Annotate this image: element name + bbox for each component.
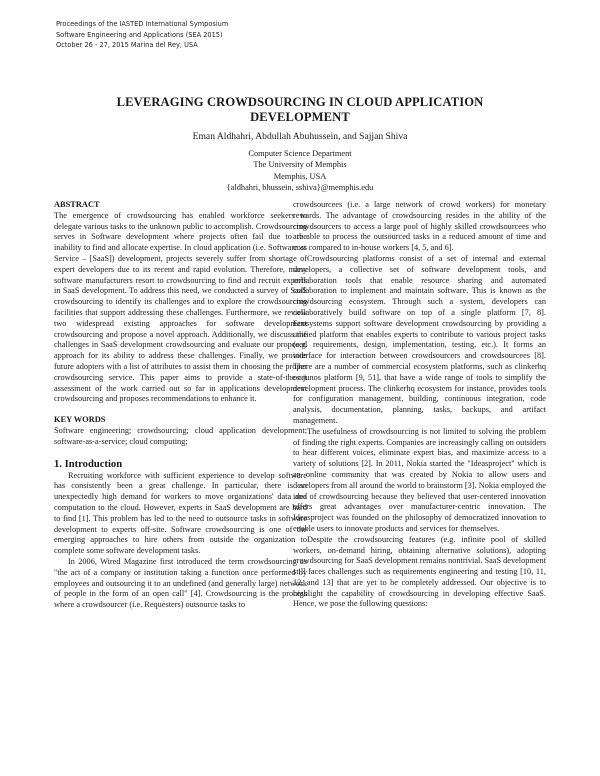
keywords-text: Software engineering; crowdsourcing; cloud application development; software-as-a-service; cloud computing; bbox=[54, 425, 307, 446]
author-affiliation bbox=[60, 148, 540, 193]
intro-paragraph-2: In 2006, Wired Magazine first introduced the term crowdsourcing as "the act of a company or institution taking a function once performed by employees and outsourcing it to an undefined (and generally large) network of people in the form of an open call" [4]. Crowdsourcing is the process where a crowdsourcer (i.e. Requesters) outsource tasks to bbox=[54, 556, 307, 610]
proceedings-line-2: Software Engineering and Applications (SEA 2015) bbox=[56, 30, 223, 39]
right-paragraph-2: Crowdsourcing platforms consist of a set of internal and external developers, a collective set of software development tools, and collaboration tools that enable resource sharing and automated collaboration to implement and maintain software. This is known as the crowdsourcing ecosystem. Through such a system, developers can collaboratively build software on top of a single platform [7, 8]. Ecosystems support software development crowdsourcing by providing a unified platform that enables experts to contribute to various project tasks (e.g. requirements, design, implementation, testing, etc.). It forms an interface for interaction between crowdsourcers and crowdsourcees [8]. There are a number of commercial ecosystem platforms, such as clinkerhq or junos platform [9, 51], that have a wide range of tools to simplify the development process. The clinkerhq ecosystem for instance, provides tools for configuration management, building, continuous integration, code analysis, documentation, planning, tasks, backups, and artifact management. bbox=[293, 253, 546, 425]
proceedings-line-1: Proceedings of the IASTED International Symposium bbox=[56, 20, 229, 28]
abstract-heading: ABSTRACT bbox=[54, 200, 100, 209]
paper-title bbox=[60, 95, 540, 124]
proceedings-header bbox=[56, 19, 356, 51]
affiliation-dept: Computer Science Department bbox=[248, 149, 352, 158]
proceedings-line-3: October 26 - 27, 2015 Marina del Rey, USA bbox=[56, 41, 198, 50]
paper-title-line-1: LEVERAGING CROWDSOURCING IN CLOUD APPLICATION bbox=[116, 95, 484, 109]
paper-authors: Eman Aldhahri, Abdullah Abuhussein, and Sajjan Shiva bbox=[192, 131, 408, 142]
affiliation-city: Memphis, USA bbox=[273, 171, 327, 181]
affiliation-univ: The University of Memphis bbox=[253, 160, 347, 170]
affiliation-email: {aldhahri, bhussein, sshiva}@memphis.edu bbox=[226, 182, 374, 192]
introduction-heading: 1. Introduction bbox=[54, 458, 123, 470]
right-paragraph-4: Despite the crowdsourcing features (e.g. infinite pool of skilled workers, on-demand hiring, obtaining alternative solutions), adopting crowdsourcing for SaaS development remains nontrivial. SaaS development still faces challenges such as requirements engineering and testing [10, 11, 12, and 13] that are yet to be completely addressed. Our objective is to highlight the capability of crowdsourcing in developing effective SaaS. Hence, we pose the following questions: bbox=[293, 534, 546, 609]
intro-paragraph-1: Recruiting workforce with sufficient experience to develop software has consistently been a great challenge. In particular, there is an unexpectedly high demand for workers to move organizations' data and computation to the cloud. However, experts in SaaS development are hard to find [1]. This problem has led to the need to outsource tasks in software development to experts off-site. Software crowdsourcing is one of the emerging approaches to hire others from outside the organization to complete some software development tasks. bbox=[54, 470, 307, 556]
left-column bbox=[54, 200, 307, 611]
keywords-heading: KEY WORDS bbox=[54, 415, 106, 425]
right-paragraph-1: crowdsourcees (i.e. a large network of crowd workers) for monetary rewards. The advantage of crowdsourcing resides in the ability of the crowdsourcers to access a large pool of highly skilled crowdsourcees who are able to process the outsourced tasks in a reduced amount of time and cost compared to in-house workers [4, 5, and 6]. bbox=[293, 200, 546, 253]
abstract-text: The emergence of crowdsourcing has enabled workforce seekers to delegate various tasks to the unknown public to accomplish. Crowdsourcing serves in Software development where projects often fail due to the inability to find and allocate expertise. In cloud application (i.e. Software as Service – [SaaS]) development, projects severely suffer from shortage of expert developers due to its recent and rapid evolution. Therefore, many software manufacturers resort to crowdsourcing to find and recruit experts in SaaS development. To address this need, we conducted a survey of SaaS crowdsourcing to identify its challenges and to explore the crowdsourcing facilities that support addressing these challenges. Furthermore, we review two widespread existing approaches for software development crowdsourcing and propose a novel approach. Additionally, we discuss the challenges in SaaS development crowdsourcing and evaluate our proposed approach for its ability to address these challenges. Finally, we provide future adopters with a list of attributes to assist them in choosing the proper crowdsourcing service. This paper aims to provide a state-of-the-art assessment of the work carried out so far in applications development crowdsourcing and proposes recommendations to enhance it. bbox=[54, 210, 308, 404]
right-paragraph-3: The usefulness of crowdsourcing is not limited to solving the problem of finding the right experts. Companies are increasingly calling on outsiders to hear different voices, eliminate expert bias, and maximize access to a variety of solutions [2]. In 2011, Nokia started the "Ideasproject" which is an online community that was created by Nokia to allow users and developers from all around the world to brainstorm [3]. Nokia employed the idea of crowdsourcing because they believed that user-centered innovation offers great advantages over manufacturer-centric innovation. The Ideasproject was founded on the philosophy of democratized innovation to enable users to innovate products and services for themselves. bbox=[293, 426, 546, 533]
right-column bbox=[293, 200, 546, 610]
paper-title-line-2: DEVELOPMENT bbox=[250, 109, 350, 124]
